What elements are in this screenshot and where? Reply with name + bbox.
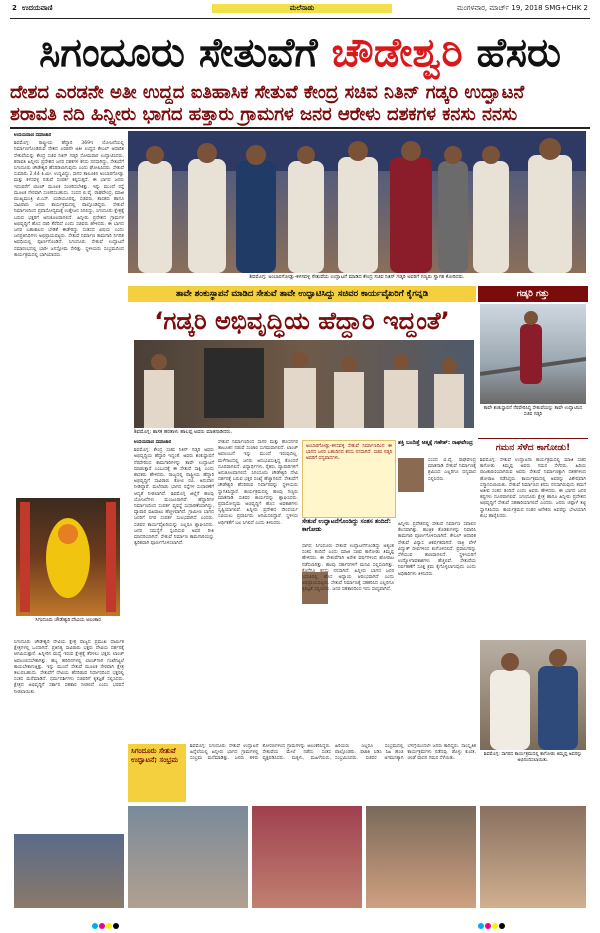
deck-line-1: ದೇಶದ ಎರಡನೇ ಅತೀ ಉದ್ದದ ಐತಿಹಾಸಿಕ ಸೇತುವೆ ಕೇಂದ್ರ ಸಚಿವ ನಿತಿನ್ ಗಡ್ಕರಿ ಉದ್ಘಾಟನೆ	[10, 82, 525, 103]
bottom-photo-5	[480, 806, 586, 908]
right-mid-text: ಸಂಸದ ಬಿ.ವೈ. ರಾಘವೇಂದ್ರ ಮಾತನಾಡಿ ಸೇತುವೆ ನಿರ್ಮಾಣಕ್ಕೆ ಶ್ರಮಿಸಿದ ಎಲ್ಲರಿಗೂ ಧನ್ಯವಾದ ಸಲ್ಲಿಸಿದರು.	[428, 458, 476, 482]
second-photo-caption: ಶಿವಮೊಗ್ಗ: ಶಾಸಕ ಹರತಾಳು ಹಾಲಪ್ಪ ಅವರು ಮಾತನಾಡಿದರು.	[134, 429, 233, 435]
date-edition: ಮಂಗಳವಾರ, ಮಾರ್ಚ್ 19, 2018 SMG+CHK 2	[456, 4, 588, 12]
main-photo	[128, 131, 586, 273]
left-article-text: ಉದಯವಾಣಿ ಸಮಾಚಾರ ಶಿವಮೊಗ್ಗ: ರಾಷ್ಟ್ರೀಯ ಹೆದ್ದಾರಿ 369ಇ ಯೋಜನೆಯಲ್ಲಿ ನಿರ್ಮಾಣಗೊಂಡಿರುವ ದೇಶದ ಎರಡನೇ ಅತೀ ಉದ್ದದ ಕೇಬಲ್ ಆಧಾರಿತ ಸೇತುವೆಯನ್ನು ಕೇಂದ್ರ ಸಚಿವ ನಿತಿನ್ ಗಡ್ಕರಿ ಸೋಮವಾರ ಉದ್ಘಾಟಿಸಿದರು. ಶರಾವತಿ ಹಿನ್ನೀರು ಪ್ರದೇಶದ ಜನರ ದಶಕಗಳ ಕನಸು ನನಸಾಗಿದ್ದು, ಸೇತುವೆಗೆ ಸಿಗಂದೂರು ಚೌಡೇಶ್ವರಿ ಹೆಸರಿಡಲಾಗುವುದು ಎಂದು ಘೋಷಿಸಿದರು. ಸೇತುವೆ ಸುಮಾರು 2.44 ಕಿ.ಮೀ. ಉದ್ದವಿದ್ದು, ಸಾಗರ ತಾಲೂಕಿನ ಅಂಬಾರಗೋಡ್ಲು ಮತ್ತು ಕಳಸವಳ್ಳಿ ನಡುವೆ ಸಂಪರ್ಕ ಕಲ್ಪಿಸುತ್ತದೆ. ಈ ಭಾಗದ ಜನರು ಇದುವರೆಗೆ ಲಾಂಚ್ ಮೂಲಕ ಸಂಚರಿಸಬೇಕಿತ್ತು. ಇನ್ನು ಮುಂದೆ ರಸ್ತೆ ಮೂಲಕ ನೇರವಾಗಿ ಸಂಚರಿಸಬಹುದು. ಸಂಸದ ಬಿ.ವೈ. ರಾಘವೇಂದ್ರ, ಮಾಜಿ ಮುಖ್ಯಮಂತ್ರಿ ಬಿ.ಎಸ್. ಯಡಿಯೂರಪ್ಪ, ಸಚಿವರು, ಶಾಸಕರು ಹಾಗೂ ಸಾವಿರಾರು ಜನರು ಕಾರ್ಯಕ್ರಮದಲ್ಲಿ ಪಾಲ್ಗೊಂಡಿದ್ದರು. ಸೇತುವೆ ನಿರ್ಮಾಣದಿಂದ ಪ್ರವಾಸೋದ್ಯಮಕ್ಕೆ ಉತ್ತೇಜನ ಸಿಗಲಿದ್ದು, ಸಿಗಂದೂರು ಕ್ಷೇತ್ರಕ್ಕೆ ಬರುವ ಭಕ್ತರಿಗೆ ಅನುಕೂಲವಾಗಲಿದೆ. ಹಿನ್ನೀರು ಪ್ರದೇಶದ ಗ್ರಾಮಗಳ ಅಭಿವೃದ್ಧಿಗೆ ಹೊಸ ದಾರಿ ತೆರೆದಿದೆ ಎಂದು ಸಚಿವರು ಹೇಳಿದರು. ಈ ಭಾಗದ ಜನರ ಬಹುಕಾಲದ ಬೇಡಿಕೆ ಈಡೇರಿದ್ದು ಸಂತಸದ ವಿಷಯ ಎಂದು ಜನಪ್ರತಿನಿಧಿಗಳು ಅಭಿಪ್ರಾಯಪಟ್ಟರು. ಸೇತುವೆ ನಿರ್ಮಾಣ ಕಾಮಗಾರಿ ನಿಗದಿತ ಅವಧಿಯಲ್ಲಿ ಪೂರ್ಣಗೊಂಡಿದೆ. ಸಿಗಂದೂರು ಸೇತುವೆ ಉದ್ಘಾಟನೆ ಸಮಾರಂಭದಲ್ಲಿ ಭಾರೀ ಜನಸ್ತೋಮ ಸೇರಿತ್ತು. ಸ್ಥಳೀಯರು ಸಂಭ್ರಮದಿಂದ ಕಾರ್ಯಕ್ರಮದಲ್ಲಿ ಭಾಗಿಯಾದರು.	[14, 133, 124, 258]
headline-part1: ಸಿಗಂದೂರು ಸೇತುವೆಗೆ	[39, 30, 332, 76]
bottom-photo-3	[252, 806, 362, 908]
kagodu-figures	[480, 640, 586, 750]
bottom-box	[128, 744, 186, 802]
gadkari-box-title: ಗಡ್ಕರಿ ಗತ್ತು	[478, 286, 588, 302]
main-photo-figures	[128, 131, 586, 273]
left-lower-text: ಸಿಗಂದೂರು ಚೌಡೇಶ್ವರಿ ದೇವಿಯ ಕ್ಷೇತ್ರ ರಾಜ್ಯದ ಪ್ರಮುಖ ಧಾರ್ಮಿಕ ಕ್ಷೇತ್ರಗಳಲ್ಲಿ ಒಂದಾಗಿದೆ. ಪ್ರತಿನಿತ್ಯ ಸಾವಿರಾರು ಭಕ್ತರು ದೇವಿಯ ದರ್ಶನಕ್ಕೆ ಆಗಮಿಸುತ್ತಾರೆ. ಹಿನ್ನೀರಿನ ಮಧ್ಯೆ ಇರುವ ಕ್ಷೇತ್ರಕ್ಕೆ ತೆರಳಲು ಭಕ್ತರು ಲಾಂಚ್ ಅವಲಂಬಿಸಬೇಕಾಗಿತ್ತು. ಹಬ್ಬ ಹರಿದಿನಗಳಲ್ಲಿ ಲಾಂಚ್‌ಗಾಗಿ ಗಂಟೆಗಟ್ಟಲೆ ಕಾಯಬೇಕಾಗುತ್ತಿತ್ತು. ಇನ್ನು ಮುಂದೆ ಸೇತುವೆ ಮೂಲಕ ನೇರವಾಗಿ ಕ್ಷೇತ್ರ ತಲುಪಬಹುದು. ಸೇತುವೆಗೆ ದೇವಿಯ ಹೆಸರಿಡುವ ನಿರ್ಧಾರದಿಂದ ಭಕ್ತರಲ್ಲಿ ಸಂತಸ ಮನೆಮಾಡಿದೆ. ಧರ್ಮದರ್ಶಿಗಳು ಸಚಿವರಿಗೆ ಕೃತಜ್ಞತೆ ಸಲ್ಲಿಸಿದರು. ಕ್ಷೇತ್ರದ ಅಭಿವೃದ್ಧಿಗೆ ಸರ್ಕಾರ ಸಹಕಾರ ನೀಡಲಿದೆ ಎಂದು ಭರವಸೆ ನೀಡಲಾಯಿತು.	[14, 640, 124, 695]
mid-col-1-text: ಉದಯವಾಣಿ ಸಮಾಚಾರ ಶಿವಮೊಗ್ಗ: ಕೇಂದ್ರ ಸಚಿವ ನಿತಿನ್ ಗಡ್ಕರಿ ಅವರು ಅಭಿವೃದ್ಧಿಯ ಹೆದ್ದಾರಿ ಇದ್ದಂತೆ. ಅವರು ಶಂಕುಸ್ಥಾಪನೆ ನೆರವೇರಿಸಿದ ಕಾಮಗಾರಿಗಳನ್ನು ತಾವೇ ಉದ್ಘಾಟನೆ ಮಾಡುತ್ತಾರೆ ಎಂಬುದಕ್ಕೆ ಈ ಸೇತುವೆ ಸಾಕ್ಷಿ ಎಂದು ಶಾಸಕರು ಹೇಳಿದರು. ರಾಜ್ಯದಲ್ಲಿ ರಾಷ್ಟ್ರೀಯ ಹೆದ್ದಾರಿ ಅಭಿವೃದ್ಧಿಗೆ ಸಾವಿರಾರು ಕೋಟಿ ರೂ. ಅನುದಾನ ನೀಡಿದ್ದಾರೆ. ಮಲೆನಾಡು ಭಾಗದ ರಸ್ತೆಗಳ ಸುಧಾರಣೆಗೆ ಆದ್ಯತೆ ನೀಡಲಾಗಿದೆ. ಶಿವಮೊಗ್ಗ ಜಿಲ್ಲೆಗೆ ಹಲವು ಯೋಜನೆಗಳು ಮಂಜೂರಾಗಿವೆ. ಹೆದ್ದಾರಿಗಳ ನಿರ್ಮಾಣದಿಂದ ಸಂಪರ್ಕ ವ್ಯವಸ್ಥೆ ಸುಧಾರಣೆಯಾಗಿದ್ದು, ವ್ಯಾಪಾರ ವಹಿವಾಟು ಹೆಚ್ಚಳವಾಗಿದೆ. ಗ್ರಾಮೀಣ ಭಾಗದ ಜನರಿಗೆ ನಗರ ಸಂಪರ್ಕ ಸುಲಭವಾಗಿದೆ ಎಂದರು. ಸಚಿವರ ಕಾರ್ಯವೈಖರಿಯನ್ನು ಎಲ್ಲರೂ ಶ್ಲಾಘಿಸಿದರು. ಜನರ ಸಮಸ್ಯೆಗೆ ಸ್ಪಂದಿಸುವ ಅವರ ರೀತಿ ಮಾದರಿಯಾಗಿದೆ. ಸೇತುವೆ ನಿರ್ಮಾಣ ಕಾಮಗಾರಿಯನ್ನು ತ್ವರಿತವಾಗಿ ಪೂರ್ಣಗೊಳಿಸಲಾಗಿದೆ.	[134, 440, 214, 547]
registration-marks-right	[478, 914, 506, 933]
quote-box-1-text: ಅಂಬಾರಗೋಡ್ಲು-ಕಳಸವಳ್ಳಿ ಸೇತುವೆ ನಿರ್ಮಾಣದಿಂದ ಈ ಭಾಗದ ಜನರ ಬಹುದಿನದ ಕನಸು ನನಸಾಗಿದೆ. ಸಚಿವ ಗಡ್ಕರಿ ಅವರಿಗೆ ಧನ್ಯವಾದಗಳು.	[306, 444, 392, 461]
bottom-article-text: ಶಿವಮೊಗ್ಗ: ಸಿಗಂದೂರು ಸೇತುವೆ ಉದ್ಘಾಟನೆ ಹಿನ್ನೆಲೆಯಲ್ಲಿ ಹಿನ್ನೀರು ಭಾಗದ ಗ್ರಾಮಗಳಲ್ಲಿ ಸಂಭ್ರಮ ಮನೆಮಾಡಿತ್ತು. ಜನರು ತಳಿರು ತೋರಣಗಳಿಂದ ಗ್ರಾಮಗಳನ್ನು ಅಲಂಕರಿಸಿದ್ದರು. ಸೇತುವೆಯ ಮೇಲೆ ನಡೆದು ಸಂತಸ ವ್ಯಕ್ತಪಡಿಸಿದರು. ಮಕ್ಕಳು, ಮಹಿಳೆಯರು, ಹಿರಿಯರು ಎಲ್ಲರೂ ಸಂಭ್ರಮದಲ್ಲಿ ಪಾಲ್ಗೊಂಡರು. ಪಟಾಕಿ ಸಿಡಿಸಿ ಸಿಹಿ ಹಂಚಿ ಸಂಭ್ರಮಿಸಿದರು. ಸಚಿವರ ಆಗಮನಕ್ಕಾಗಿ ಬೆಳಗ್ಗೆಯಿಂದಲೇ ಜನರು ಕಾದಿದ್ದರು. ಸಾಂಸ್ಕೃತಿಕ ಕಾರ್ಯಕ್ರಮಗಳು ನಡೆದವು. ಡೊಳ್ಳು ಕುಣಿತ, ಚಂಡೆ ವಾದನ ಗಮನ ಸೆಳೆಯಿತು.	[190, 744, 476, 762]
idol-photo	[16, 498, 120, 616]
kagodu-caption: ಶಿವಮೊಗ್ಗ: ಸಾಗರದ ಕಾರ್ಯಕ್ರಮದಲ್ಲಿ ಕಾಗೋಡು ತಿಮ್ಮಪ್ಪ ಅವರನ್ನು ಅಭಿನಂದಿಸಲಾಯಿತು.	[484, 752, 582, 763]
bottom-photo-2	[128, 806, 248, 908]
second-photo	[134, 340, 474, 428]
section-label: ಮಲೆನಾಡು	[212, 4, 392, 13]
paper-name: ಉದಯವಾಣಿ	[22, 4, 53, 12]
registration-marks-left	[92, 914, 120, 933]
mid-col-2-text: ಸೇತುವೆ ನಿರ್ಮಾಣದಿಂದ ಸಾಗರ ಮತ್ತು ಹೊಸನಗರ ತಾಲೂಕಿನ ನಡುವೆ ಸಂಚಾರ ಸುಗಮವಾಗಲಿದೆ. ಲಾಂಚ್ ಅವಲಂಬನೆ ಇನ್ನು ಮುಂದೆ ಇರುವುದಿಲ್ಲ. ಮಳೆಗಾಲದಲ್ಲಿ ಜನರು ಅನುಭವಿಸುತ್ತಿದ್ದ ತೊಂದರೆ ದೂರವಾಗಲಿದೆ. ವಿದ್ಯಾರ್ಥಿಗಳು, ರೈತರು, ವ್ಯಾಪಾರಿಗಳಿಗೆ ಅನುಕೂಲವಾಗಲಿದೆ. ಸಿಗಂದೂರು ಚೌಡೇಶ್ವರಿ ದೇವಿ ದರ್ಶನಕ್ಕೆ ಬರುವ ಭಕ್ತರ ಸಂಖ್ಯೆ ಹೆಚ್ಚಾಗಲಿದೆ. ಸೇತುವೆಗೆ ಚೌಡೇಶ್ವರಿ ಹೆಸರಿಡುವ ನಿರ್ಧಾರವನ್ನು ಸ್ಥಳೀಯರು ಸ್ವಾಗತಿಸಿದ್ದಾರೆ. ಕಾರ್ಯಕ್ರಮದಲ್ಲಿ ಹಲವು ಗಣ್ಯರು ಮಾತನಾಡಿ ಸಚಿವರ ಕಾರ್ಯವನ್ನು ಶ್ಲಾಘಿಸಿದರು. ಪ್ರವಾಸೋದ್ಯಮ ಅಭಿವೃದ್ಧಿಗೆ ಹೊಸ ಅವಕಾಶಗಳು ಸೃಷ್ಟಿಯಾಗಲಿವೆ. ಹಿನ್ನೀರು ಪ್ರದೇಶದ ಸೌಂದರ್ಯ ಸವಿಯಲು ಪ್ರವಾಸಿಗರು ಆಗಮಿಸಲಿದ್ದಾರೆ. ಸ್ಥಳೀಯ ಆರ್ಥಿಕತೆಗೆ ಬಲ ಸಿಗಲಿದೆ ಎಂದು ತಿಳಿಸಿದರು.	[218, 440, 298, 526]
main-headline	[8, 28, 592, 78]
kagodu-photo	[480, 640, 586, 750]
idol-figure	[16, 498, 120, 616]
right-mid-title: ಶಕ್ತಿ ಬಂದಿತ್ತೆ ಆತ್ಮಕ್ಕೆ ಗಣೇಶ್: ರಾಘವೇಂದ್ರ	[398, 440, 473, 446]
bottom-photo-1	[14, 834, 124, 908]
mid-box-title: ಸೇತುವೆ ಉದ್ಘಾಟನೆಗೊಂಡಿದ್ದು ಸಂತಸ ತಂದಿದೆ: ಕಾಗೋಡು	[302, 518, 392, 533]
mid-box-text: ಸಾಗರ: ಸಿಗಂದೂರು ಸೇತುವೆ ಉದ್ಘಾಟನೆಗೊಂಡಿದ್ದು ಅತ್ಯಂತ ಸಂತಸ ತಂದಿದೆ ಎಂದು ಮಾಜಿ ಸಚಿವ ಕಾಗೋಡು ತಿಮ್ಮಪ್ಪ ಹೇಳಿದರು. ಈ ಸೇತುವೆಗಾಗಿ ಅನೇಕ ವರ್ಷಗಳಿಂದ ಹೋರಾಟ ನಡೆಸಲಾಗಿತ್ತು. ಹಲವು ಸರ್ಕಾರಗಳಿಗೆ ಮನವಿ ಸಲ್ಲಿಸಲಾಗಿತ್ತು. ಕೊನೆಗೂ ಕನಸು ನನಸಾಗಿದೆ. ಹಿನ್ನೀರು ಭಾಗದ ಜನರ ಬದುಕಿನಲ್ಲಿ ಹೊಸ ಅಧ್ಯಾಯ ಆರಂಭವಾಗಿದೆ ಎಂದು ಅಭಿಪ್ರಾಯಪಟ್ಟರು. ಸೇತುವೆ ನಿರ್ಮಾಣಕ್ಕೆ ಸಹಕರಿಸಿದ ಎಲ್ಲರಿಗೂ ಕೃತಜ್ಞತೆ ಸಲ್ಲಿಸಿದರು. ಜನರ ಸಹಕಾರದಿಂದ ಇದು ಸಾಧ್ಯವಾಗಿದೆ.	[302, 544, 394, 593]
second-photo-figures	[134, 340, 474, 428]
raghavendra-photo	[398, 458, 424, 492]
bottom-photo-4	[366, 806, 476, 908]
headline-highlight: ಚೌಡೇಶ್ವರಿ	[331, 30, 463, 76]
idol-caption: ಸಿಗಂದೂರು ಚೌಡೇಶ್ವರಿ ದೇವಿಯ ಅಲಂಕಾರ	[35, 618, 101, 623]
mid-byline: ಉದಯವಾಣಿ ಸಮಾಚಾರ	[134, 440, 172, 445]
page-header	[12, 4, 588, 16]
quote-box-1	[302, 440, 396, 518]
main-photo-caption: ಶಿವಮೊಗ್ಗ: ಅಂಬಾರಗೋಡ್ಲು-ಕಳಸವಳ್ಳಿ ಸೇತುವೆಯ ಉದ್ಘಾಟನೆ ಮಾಡಿದ ಕೇಂದ್ರ ಸಚಿವ ನಿತಿನ್ ಗಡ್ಕರಿ ಅವರಿಗೆ ಗಣ್ಯರು ಸ್ವಾಗತ ಕೋರಿದರು.	[249, 274, 465, 280]
gadkari-photo	[480, 304, 586, 404]
gadkari-figure	[480, 304, 586, 404]
bottom-box-title: ಸಿಗಂದೂರು ಸೇತುವೆ ಉದ್ಘಾಟನೆ; ಸಂಭ್ರಮ	[131, 747, 179, 764]
byline: ಉದಯವಾಣಿ ಸಮಾಚಾರ	[14, 133, 52, 138]
page-number: 2	[12, 4, 17, 12]
right-box-text: ಶಿವಮೊಗ್ಗ: ಸೇತುವೆ ಉದ್ಘಾಟನಾ ಕಾರ್ಯಕ್ರಮದಲ್ಲಿ ಮಾಜಿ ಸಚಿವ ಕಾಗೋಡು ತಿಮ್ಮಪ್ಪ ಅವರು ಗಮನ ಸೆಳೆದರು. ಹಿರಿಯ ರಾಜಕಾರಣಿಯಾಗಿರುವ ಅವರು ಸೇತುವೆ ನಿರ್ಮಾಣಕ್ಕಾಗಿ ದಶಕಗಳಿಂದ ಹೋರಾಟ ನಡೆಸಿದ್ದರು. ಕಾರ್ಯಕ್ರಮದಲ್ಲಿ ಅವರನ್ನು ವಿಶೇಷವಾಗಿ ಸನ್ಮಾನಿಸಲಾಯಿತು. ಸೇತುವೆ ನಿರ್ಮಾಣದ ಕನಸು ನನಸಾಗಿರುವುದು ತಮಗೆ ಅತೀವ ಸಂತಸ ತಂದಿದೆ ಎಂದು ಅವರು ಹೇಳಿದರು. ಈ ಭಾಗದ ಜನರ ಕಷ್ಟಗಳು ದೂರವಾಗಲಿವೆ. ಸಿಗಂದೂರು ಕ್ಷೇತ್ರ ಹಾಗೂ ಹಿನ್ನೀರು ಪ್ರದೇಶದ ಅಭಿವೃದ್ಧಿಗೆ ಸೇತುವೆ ಸಹಕಾರಿಯಾಗಲಿದೆ ಎಂದರು. ಜನರು ಚಪ್ಪಾಳೆ ತಟ್ಟಿ ಸ್ವಾಗತಿಸಿದರು. ಕಾರ್ಯಕ್ರಮದ ನಂತರ ಅನೇಕರು ಅವರನ್ನು ಭೇಟಿಯಾಗಿ ಶುಭ ಹಾರೈಸಿದರು.	[480, 458, 586, 519]
gadkari-caption: ತಾವೇ ಶಂಕುಸ್ಥಾಪನೆ ನೆರವೇರಿಸಿದ್ದ ಸೇತುವೆಯನ್ನು ತಾವೇ ಉದ್ಘಾಟಿಸಿದ ಸಚಿವ ಗಡ್ಕರಿ	[483, 406, 583, 417]
header-rule	[10, 18, 590, 19]
right-mid-text-2: ಹಿನ್ನೀರು ಪ್ರದೇಶದಲ್ಲಿ ಸೇತುವೆ ನಿರ್ಮಾಣ ಸವಾಲಿನ ಕೆಲಸವಾಗಿತ್ತು. ತಾಂತ್ರಿಕ ತೊಡಕುಗಳನ್ನು ನಿವಾರಿಸಿ ಕಾಮಗಾರಿ ಪೂರ್ಣಗೊಳಿಸಲಾಗಿದೆ. ಕೇಬಲ್ ಆಧಾರಿತ ಸೇತುವೆ ವಿನ್ಯಾಸ ಆಕರ್ಷಕವಾಗಿದೆ. ರಾತ್ರಿ ವೇಳೆ ವಿದ್ಯುತ್ ದೀಪಗಳಿಂದ ಕಂಗೊಳಿಸಲಿದೆ. ಪ್ರವಾಸಿಗರನ್ನು ಸೆಳೆಯುವ ತಾಣವಾಗಲಿದೆ. ಸ್ಥಳೀಯರಿಗೆ ಉದ್ಯೋಗಾವಕಾಶಗಳು ಹೆಚ್ಚಲಿವೆ. ಸೇತುವೆಯ ನಿರ್ವಹಣೆಗೆ ಸೂಕ್ತ ಕ್ರಮ ಕೈಗೊಳ್ಳಲಾಗುವುದು ಎಂದು ಅಧಿಕಾರಿಗಳು ತಿಳಿಸಿದರು.	[398, 522, 476, 577]
deck-rule	[10, 127, 590, 129]
band-kicker: ತಾವೇ ಶಂಕುಸ್ಥಾಪನೆ ಮಾಡಿದ ಸೇತುವೆ ತಾವೇ ಉದ್ಘಾಟಿಸಿದ್ದು ಸಚಿವರ ಕಾರ್ಯವೈಖರಿಗೆ ಕೈಗನ್ನಡಿ	[128, 286, 476, 302]
deck-line-2: ಶರಾವತಿ ನದಿ ಹಿನ್ನೀರು ಭಾಗದ ಹತ್ತಾರು ಗ್ರಾಮಗಳ ಜನರ ಆರೇಳು ದಶಕಗಳ ಕನಸು ನನಸು	[10, 104, 518, 125]
second-headline: ‘ಗಡ್ಕರಿ ಅಭಿವೃದ್ಧಿಯ ಹೆದ್ದಾರಿ ಇದ್ದಂತೆ’	[154, 307, 450, 335]
right-box-title: ಗಮನ ಸೆಳೆದ ಕಾಗೋಡು!	[478, 438, 588, 457]
headline-part2: ಹೆಸರು	[462, 30, 561, 76]
